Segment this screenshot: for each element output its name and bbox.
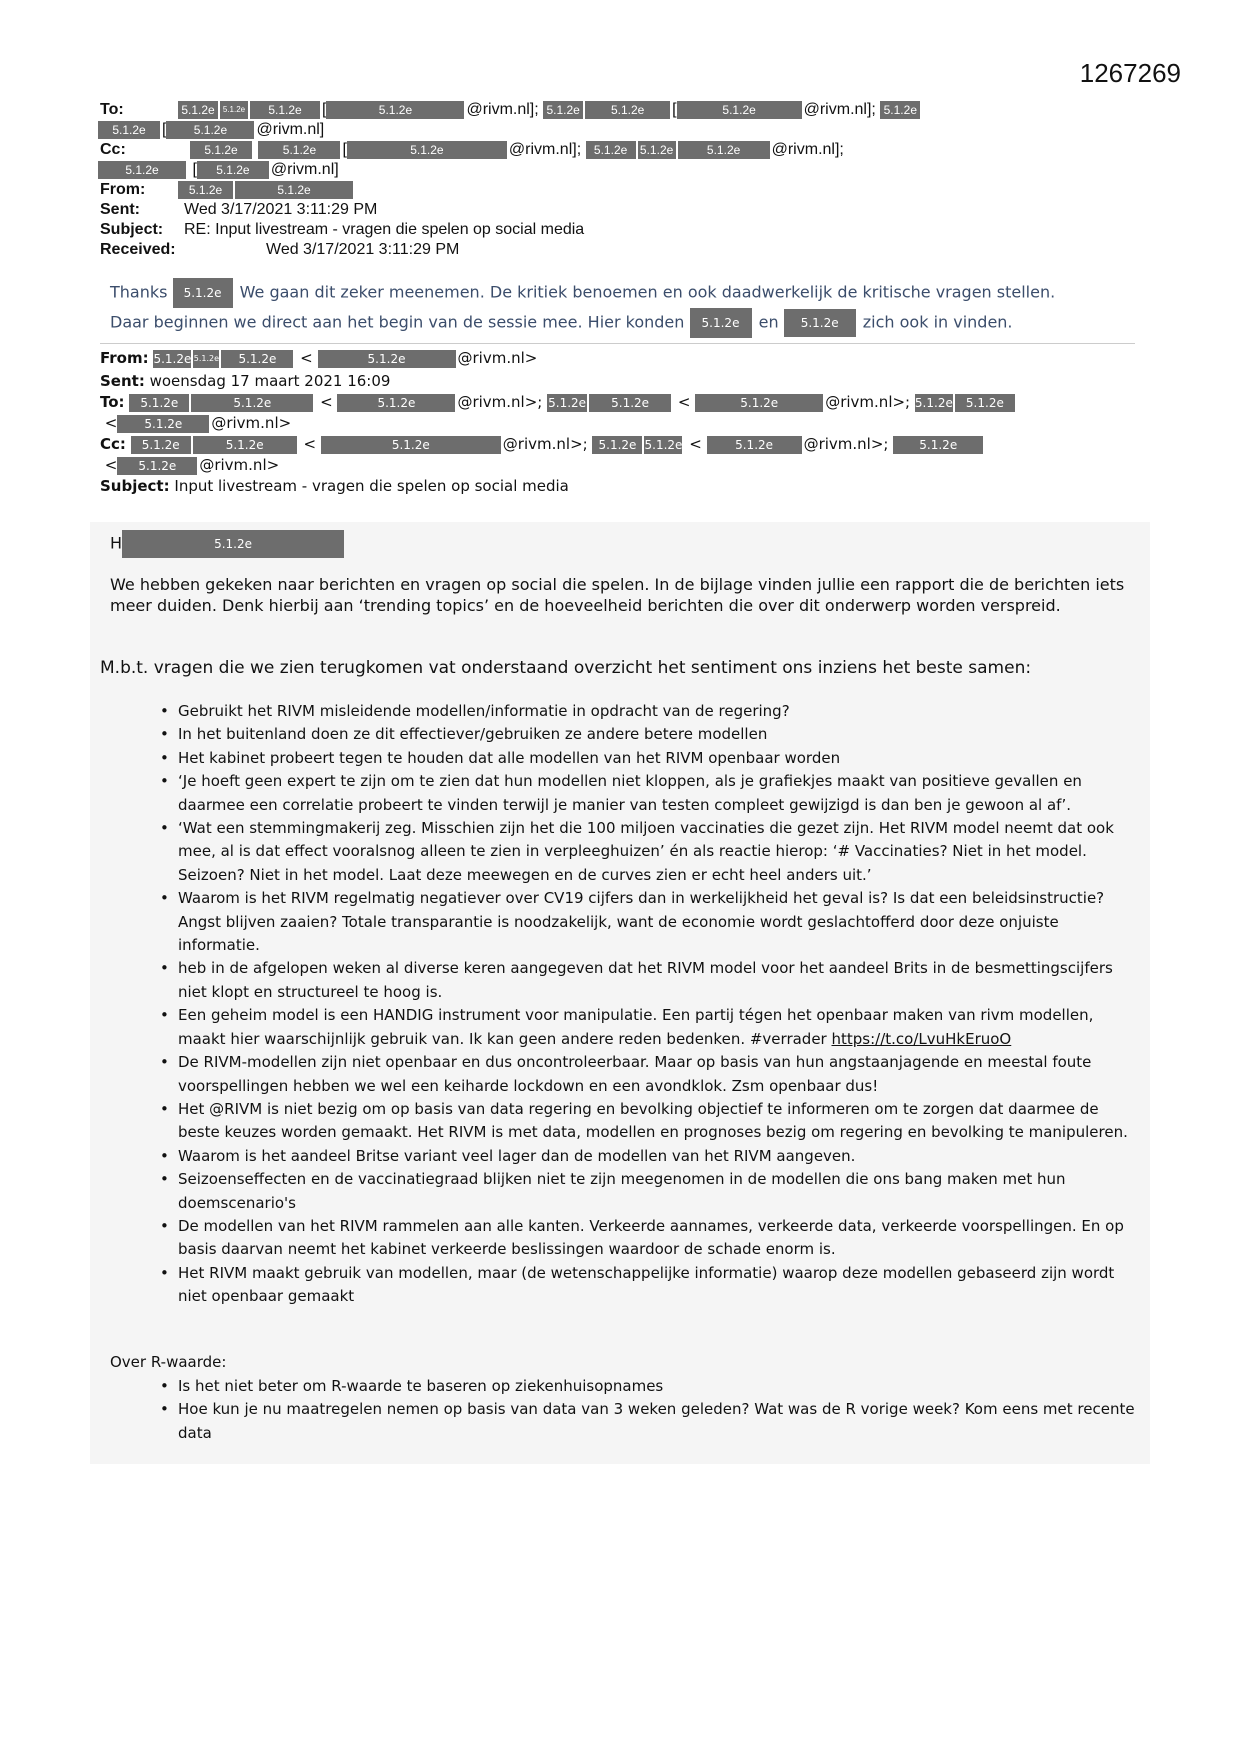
list-item: • heb in de afgelopen weken al diverse keren aangegeven dat het RIVM model voor het aandeel Brits in de besmettingscijfers niet klopt en structureel te hoog is. <box>160 957 1140 1004</box>
document-id: 1267269 <box>1079 58 1181 88</box>
redaction: 5.1.2e <box>220 101 248 119</box>
email-domain: @rivm.nl>; <box>825 393 911 411</box>
subject-row <box>100 220 1150 240</box>
orig-to-label: To: <box>100 393 125 411</box>
orig-sent-value: woensdag 17 maart 2021 16:09 <box>149 372 391 390</box>
list-item-text: Een geheim model is een HANDIG instrument voor manipulatie. Een partij tégen het openbaar maken van rivm modellen, maakt hier waarschijnlijk gebruik van. Ik kan geen andere reden bedenken. #verrader <box>178 1006 1094 1048</box>
redaction: 5.1.2e <box>173 278 233 308</box>
original-header <box>100 348 1150 497</box>
redaction: 5.1.2e <box>347 141 507 159</box>
orig-subject-row <box>100 476 1150 497</box>
list-item: • Waarom is het RIVM regelmatig negatiever over CV19 cijfers dan in werkelijkheid het geval is? Is dat een beleidsinstructie? Angst blijven zaaien? Totale transparantie is noodzakelijk, want de economie wordt geslachtofferd door deze onjuiste informatie. <box>160 887 1140 957</box>
list-item: • Gebruikt het RIVM misleidende modellen/informatie in opdracht van de regering? <box>160 700 1140 723</box>
received-row <box>100 240 1150 260</box>
orig-sent-label: Sent: <box>100 372 145 390</box>
list-item: • Het kabinet probeert tegen te houden dat alle modellen van het RIVM openbaar worden <box>160 747 1140 770</box>
reply-text: Daar beginnen we direct aan het begin van de sessie mee. Hier konden <box>110 312 685 332</box>
reply-text: We gaan dit zeker meenemen. De kritiek benoemen en ook daadwerkelijk de kritische vragen stellen. <box>239 282 1056 302</box>
list-item: • In het buitenland doen ze dit effectiever/gebruiken ze andere betere modellen <box>160 723 1140 746</box>
redaction: 5.1.2e <box>326 101 464 119</box>
redaction: 5.1.2e <box>117 415 209 433</box>
redaction: 5.1.2e <box>548 395 587 410</box>
cc-row-cont: 5.1.2e [ 5.1.2e @rivm.nl] <box>100 160 1150 180</box>
reply-text: zich ook in vinden. <box>862 312 1013 332</box>
question-list <box>160 700 1140 1309</box>
redaction: 5.1.2e <box>644 437 683 452</box>
orig-subject-label: Subject: <box>100 477 170 495</box>
redaction: 5.1.2e <box>221 350 293 368</box>
orig-cc-row: Cc: 5.1.2e 5.1.2e < 5.1.2e @rivm.nl>; 5.1.2e 5.1.2e < 5.1.2e @rivm.nl>; 5.1.2e <box>100 434 1150 455</box>
orig-subject-value: Input livestream - vragen die spelen op social media <box>174 477 569 495</box>
email-domain: @rivm.nl> <box>457 349 538 367</box>
orig-to-row: To: 5.1.2e 5.1.2e < 5.1.2e @rivm.nl>; 5.1.2e 5.1.2e < 5.1.2e @rivm.nl>; 5.1.2e 5.1.2e <box>100 392 1150 413</box>
redaction: 5.1.2e <box>98 161 186 179</box>
orig-from-row: From: 5.1.2e 5.1.2e 5.1.2e < 5.1.2e @rivm.nl> <box>100 349 538 367</box>
email-domain: @rivm.nl]; <box>466 101 539 118</box>
redaction: 5.1.2e <box>258 141 340 159</box>
redaction: 5.1.2e <box>318 350 456 368</box>
redaction: 5.1.2e <box>337 394 455 412</box>
email-domain: @rivm.nl>; <box>457 393 543 411</box>
email-domain: @rivm.nl>; <box>502 435 588 453</box>
redaction: 5.1.2e <box>914 395 953 410</box>
redaction: 5.1.2e <box>589 394 671 412</box>
from-label: From: <box>100 181 146 198</box>
redaction: 5.1.2e <box>638 141 676 159</box>
tweet-link[interactable]: https://t.co/LvuHkEruoO <box>831 1029 1012 1048</box>
orig-sent-row <box>100 371 1150 392</box>
email-domain: @rivm.nl] <box>270 161 339 178</box>
list-item: • ‘Wat een stemmingmakerij zeg. Misschien zijn het die 100 miljoen vaccinaties die gezet zijn. Het RIVM model neemt dat ook mee, al is dat effect vooralsnog alleen te zien in verpleeghuizen’ én als reactie hierop: ‘# Vaccinaties? Niet in het model. Seizoen? Niet in het model. Laat deze meewegen en de curves zien er echt heel anders uit.’ <box>160 817 1140 887</box>
redaction: 5.1.2e <box>677 101 802 119</box>
email-domain: @rivm.nl> <box>199 456 280 474</box>
list-item: • De RIVM-modellen zijn niet openbaar en dus oncontroleerbaar. Maar op basis van hun angstaanjagende en meestal foute voorspellingen hebben we wel een keiharde lockdown en een avondklok. Zsm openbaar dus! <box>160 1051 1140 1098</box>
redaction: 5.1.2e <box>321 436 501 454</box>
divider <box>100 343 1135 344</box>
email-header <box>100 100 1150 260</box>
redaction: 5.1.2e <box>197 161 269 179</box>
intro-paragraph: We hebben gekeken naar berichten en vragen op social die spelen. In de bijlage vinden jullie een rapport die de berichten iets meer duiden. Denk hierbij aan ‘trending topics’ en de hoeveelheid berichten die over dit onderwerp worden verspreid. <box>110 575 1125 615</box>
list-item: • Het RIVM maakt gebruik van modellen, maar (de wetenschappelijke informatie) waarop deze modellen gebaseerd zijn wordt niet openbaar gemaakt <box>160 1262 1140 1309</box>
redaction: 5.1.2e <box>955 394 1015 412</box>
redaction: 5.1.2e <box>707 436 802 454</box>
redaction: 5.1.2e <box>131 436 191 454</box>
subject-value: RE: Input livestream - vragen die spelen op social media <box>184 221 585 238</box>
cc-label: Cc: <box>100 141 126 158</box>
email-domain: @rivm.nl]; <box>803 101 876 118</box>
orig-to-row-cont: < 5.1.2e @rivm.nl> <box>100 414 292 432</box>
list-item: • De modellen van het RIVM rammelen aan alle kanten. Verkeerde aannames, verkeerde data, verkeerde voorspellingen. En op basis daarvan neemt het kabinet verkeerde beslissingen waardoor de schade enorm is. <box>160 1215 1140 1262</box>
greeting-row <box>110 530 1140 558</box>
reply-line-1 <box>110 278 1140 308</box>
sent-label: Sent: <box>100 201 140 218</box>
redaction: 5.1.2e <box>543 101 583 119</box>
list-item <box>160 1004 1140 1051</box>
list-item: • ‘Je hoeft geen expert te zijn om te zien dat hun modellen niet kloppen, als je grafiekjes maakt van positieve gevallen en daarmee een correlatie probeert te vinden terwijl je manier van testen compleet gewijzigd is dan ben je gewoon al af’. <box>160 770 1140 817</box>
redaction: 5.1.2e <box>193 350 219 368</box>
redaction: 5.1.2e <box>178 101 218 119</box>
sent-value: Wed 3/17/2021 3:11:29 PM <box>184 201 378 218</box>
email-domain: @rivm.nl>; <box>803 435 889 453</box>
redaction: 5.1.2e <box>880 101 920 119</box>
reply-line-2 <box>110 308 1140 338</box>
sent-row <box>100 200 1150 220</box>
redaction: 5.1.2e <box>117 457 197 475</box>
redaction: 5.1.2e <box>586 141 636 159</box>
reply-thanks: Thanks <box>110 282 168 302</box>
received-value: Wed 3/17/2021 3:11:29 PM <box>266 241 460 258</box>
r-value-list <box>160 1375 1140 1445</box>
from-row <box>100 180 1150 200</box>
redaction: 5.1.2e <box>893 436 983 454</box>
subject-label: Subject: <box>100 221 164 238</box>
redaction: 5.1.2e <box>178 181 233 199</box>
list-item: • Is het niet beter om R-waarde te baseren op ziekenhuisopnames <box>160 1375 1140 1398</box>
list-item: • Hoe kun je nu maatregelen nemen op basis van data van 3 weken geleden? Wat was de R vorige week? Kom eens met recente data <box>160 1398 1140 1445</box>
summary-intro: M.b.t. vragen die we zien terugkomen vat onderstaand overzicht het sentiment ons inziens het beste samen: <box>100 658 1032 678</box>
to-row: To: 5.1.2e 5.1.2e 5.1.2e [ 5.1.2e @rivm.nl]; 5.1.2e 5.1.2e [ 5.1.2e @rivm.nl]; 5.1.2e <box>100 100 1150 120</box>
redaction: 5.1.2e <box>585 101 670 119</box>
greeting: H <box>110 533 123 553</box>
redaction: 5.1.2e <box>690 308 752 338</box>
redaction: 5.1.2e <box>250 101 320 119</box>
email-domain: @rivm.nl] <box>256 121 325 138</box>
email-domain: @rivm.nl]; <box>508 141 582 158</box>
redaction: 5.1.2e <box>190 141 252 159</box>
list-item: • Seizoenseffecten en de vaccinatiegraad blijken niet te zijn meegenomen in de modellen die ons bang maken met hun doemscenario's <box>160 1168 1140 1215</box>
received-label: Received: <box>100 241 176 258</box>
redaction: 5.1.2e <box>191 394 313 412</box>
message-body <box>110 530 1140 616</box>
redaction: 5.1.2e <box>98 121 160 139</box>
r-value-heading: Over R-waarde: <box>110 1353 227 1371</box>
redaction: 5.1.2e <box>166 121 254 139</box>
redaction: 5.1.2e <box>695 394 823 412</box>
list-item: • Waarom is het aandeel Britse variant veel lager dan de modellen van het RIVM aangeven. <box>160 1145 1140 1168</box>
to-row-cont: 5.1.2e [ 5.1.2e @rivm.nl] <box>100 120 1150 140</box>
email-domain: @rivm.nl> <box>211 414 292 432</box>
redaction: 5.1.2e <box>678 141 770 159</box>
list-item: • Het @RIVM is niet bezig om op basis van data regering en bevolking objectief te informeren om te zorgen dat daarmee de beste keuzes worden gemaakt. Het RIVM is met data, modellen en prognoses bezig om regering en bevolking te manipuleren. <box>160 1098 1140 1145</box>
orig-cc-row-cont: < 5.1.2e @rivm.nl> <box>100 456 280 474</box>
redaction: 5.1.2e <box>784 309 856 337</box>
redaction: 5.1.2e <box>153 351 192 366</box>
orig-from-label: From: <box>100 349 149 367</box>
orig-cc-label: Cc: <box>100 435 126 453</box>
to-label: To: <box>100 101 124 118</box>
cc-row: Cc: 5.1.2e 5.1.2e [ 5.1.2e @rivm.nl]; 5.1.2e 5.1.2e 5.1.2e @rivm.nl]; <box>100 141 844 158</box>
redaction: 5.1.2e <box>235 181 353 199</box>
email-domain: @rivm.nl]; <box>771 141 844 158</box>
redaction: 5.1.2e <box>122 530 344 558</box>
redaction: 5.1.2e <box>129 394 189 412</box>
reply-text: en <box>758 312 779 332</box>
redaction: 5.1.2e <box>592 436 642 454</box>
redaction: 5.1.2e <box>193 436 297 454</box>
reply-body <box>110 278 1140 338</box>
